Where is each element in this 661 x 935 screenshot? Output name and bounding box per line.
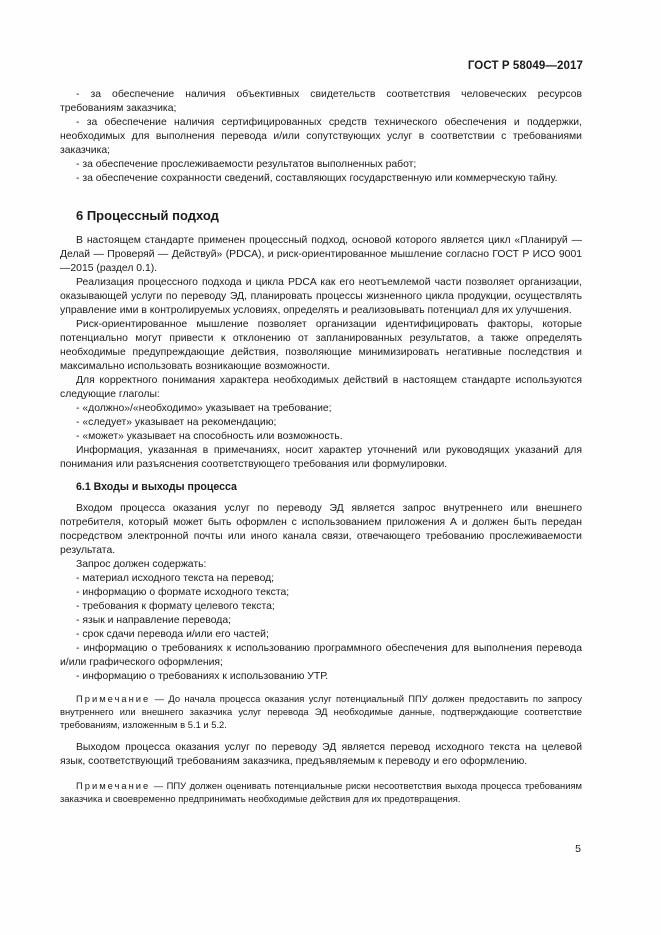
list-item: - материал исходного текста на перевод; bbox=[76, 573, 275, 584]
doc-number-header: ГОСТ Р 58049—2017 bbox=[467, 60, 583, 72]
paragraph: Запрос должен содержать: bbox=[76, 559, 207, 570]
paragraph: Риск-ориентированное мышление позволяет организации идентифицировать факторы, которые потенциально могут привести к отклонению от запланированных результатов, а также определять необходимые предупреждающие действия, позволяющие минимизировать негативные последствия и максимально использовать возникающие возможности. bbox=[60, 319, 582, 372]
subsection-heading: 6.1 Входы и выходы процесса bbox=[76, 481, 237, 493]
paragraph: В настоящем стандарте применен процессный подход, основой которого является цикл «Планируй — Делай — Проверяй — Действуй» (PDCA), и риск-ориентированное мышление согласно ГОСТ Р ИСО 9001—2015 (раздел 0.1). bbox=[60, 235, 582, 274]
list-item: - за обеспечение наличия объективных свидетельств соответствия человеческих ресурсов требованиям заказчика; bbox=[60, 89, 582, 114]
section-heading: 6 Процессный подход bbox=[76, 208, 219, 223]
list-item: - «должно»/«необходимо» указывает на требование; bbox=[76, 403, 332, 414]
paragraph: Информация, указанная в примечаниях, носит характер уточнений или руководящих указаний для понимания или разъяснения соответствующего требования или формулировки. bbox=[60, 445, 582, 470]
paragraph: Реализация процессного подхода и цикла PDCA как его неотъемлемой части позволяет организации, оказывающей услуги по переводу ЭД, планировать процессы жизненного цикла продукции, осуществлять управление ими в контролируемых условиях, определять и реализовывать потенциал для их улучшения. bbox=[60, 277, 582, 316]
list-item: - информацию о формате исходного текста; bbox=[76, 587, 290, 598]
note-label: Примечание bbox=[76, 780, 151, 791]
page-content bbox=[60, 88, 582, 805]
list-item: - за обеспечение сохранности сведений, составляющих государственную или коммерческую тайну. bbox=[76, 173, 558, 184]
note-label: Примечание bbox=[76, 693, 151, 704]
list-item: - информацию о требованиях к использованию программного обеспечения для выполнения перевода и/или графического оформления; bbox=[60, 643, 582, 668]
list-item: - срок сдачи перевода и/или его частей; bbox=[76, 629, 269, 640]
paragraph: Для корректного понимания характера необходимых действий в настоящем стандарте используются следующие глаголы: bbox=[60, 375, 582, 400]
note-text: — До начала процесса оказания услуг потенциальный ППУ должен предоставить по запросу внутреннего или внешнего заказчика услуг перевода ЭД необходимые данные, подтверждающие соответствие требованиям, изложенным в 5.1 и 5.2. bbox=[60, 693, 582, 730]
list-item: - за обеспечение прослеживаемости результатов выполненных работ; bbox=[76, 159, 417, 170]
list-item: - «может» указывает на способность или возможность. bbox=[76, 431, 343, 442]
list-item: - «следует» указывает на рекомендацию; bbox=[76, 417, 277, 428]
note bbox=[60, 692, 582, 731]
note-text: — ППУ должен оценивать потенциальные риски несоответствия выхода процесса требованиям заказчика и своевременно предпринимать необходимые действия для их предотвращения. bbox=[60, 780, 582, 804]
page-number: 5 bbox=[575, 843, 581, 855]
list-item: - за обеспечение наличия сертифицированных средств технического обеспечения и поддержки, необходимых для выполнения перевода и/или сопутствующих услуг в соответствии с требованиями заказчика; bbox=[60, 117, 582, 156]
list-item: - требования к формату целевого текста; bbox=[76, 601, 275, 612]
paragraph: Выходом процесса оказания услуг по переводу ЭД является перевод исходного текста на целевой язык, соответствующий требованиям заказчика, предъявляемым к переводу и его оформлению. bbox=[60, 742, 582, 767]
list-item: - информацию о требованиях к использованию УТР. bbox=[76, 671, 329, 682]
paragraph: Входом процесса оказания услуг по переводу ЭД является запрос внутреннего или внешнего потребителя, который может быть оформлен с использованием приложения А и должен быть передан посредством электронной почты или иного канала связи, отвечающего требованию прослеживаемости результата. bbox=[60, 503, 582, 556]
list-item: - язык и направление перевода; bbox=[76, 615, 232, 626]
note bbox=[60, 779, 582, 805]
